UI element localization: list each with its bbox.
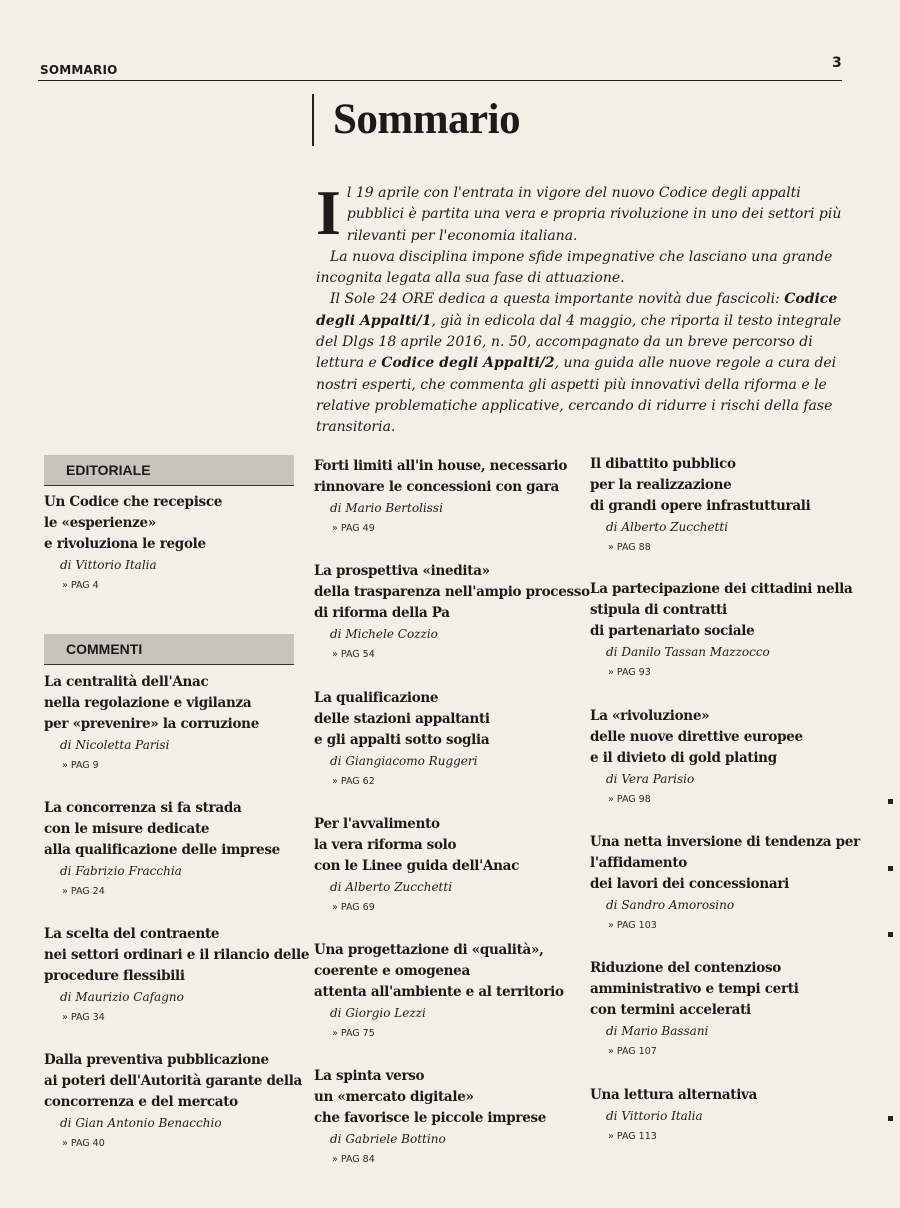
entry-title: La concorrenza si fa strada con le misure dedicate alla qualificazione delle imprese [44, 800, 280, 858]
section-rule [44, 485, 294, 486]
entry-title: La qualificazione delle stazioni appaltanti e gli appalti sotto soglia [314, 690, 490, 748]
entry-author: di Maurizio Cafagno [60, 990, 184, 1004]
toc-entry[interactable] [314, 1066, 594, 1167]
entry-page: » PAG 9 [62, 760, 99, 771]
entry-page: » PAG 34 [62, 1012, 105, 1023]
entry-author: di Alberto Zucchetti [330, 880, 453, 894]
entry-title: Dalla preventiva pubblicazione ai poteri dell'Autorità garante della concorrenza e del mercato [44, 1052, 302, 1110]
entry-page: » PAG 93 [608, 667, 651, 678]
drop-cap: I [316, 177, 341, 248]
entry-page: » PAG 69 [332, 902, 375, 913]
toc-entry[interactable] [314, 814, 594, 915]
entry-page: » PAG 103 [608, 920, 657, 931]
entry-author: di Mario Bassani [606, 1024, 709, 1038]
entry-title: La centralità dell'Anac nella regolazione e vigilanza per «prevenire» la corruzione [44, 674, 259, 732]
entry-author: di Gabriele Bottino [330, 1132, 446, 1146]
entry-author: di Vittorio Italia [60, 558, 157, 572]
entry-page: » PAG 107 [608, 1046, 657, 1057]
section-rule [44, 664, 294, 665]
entry-title: La scelta del contraente nei settori ordinari e il rilancio delle procedure flessibili [44, 926, 310, 984]
entry-title: Forti limiti all'in house, necessario rinnovare le concessioni con gara [314, 458, 568, 495]
entry-title: La «rivoluzione» delle nuove direttive europee e il divieto di gold plating [590, 708, 803, 766]
entry-page: » PAG 88 [608, 542, 651, 553]
entry-page: » PAG 24 [62, 886, 105, 897]
entry-title: Il dibattito pubblico per la realizzazione di grandi opere infrastutturali [590, 456, 811, 514]
entry-title: La partecipazione dei cittadini nella stipula di contratti di partenariato sociale [590, 581, 853, 639]
toc-entry[interactable] [44, 924, 324, 1025]
entry-author: di Giangiacomo Ruggeri [330, 754, 478, 768]
edge-marker [888, 1116, 893, 1121]
toc-entry[interactable] [590, 454, 870, 555]
intro-paragraph-1: Il 19 aprile con l'entrata in vigore del nuovo Codice degli appalti pubblici è partita una vera e propria rivoluzione in uno dei settori più rilevanti per l'economia italiana. [316, 177, 842, 248]
entry-title: Una progettazione di «qualità», coerente e omogenea attenta all'ambiente e al territorio [314, 942, 564, 1000]
entry-title: La spinta verso un «mercato digitale» che favorisce le piccole imprese [314, 1068, 547, 1126]
entry-page: » PAG 84 [332, 1154, 375, 1165]
entry-page: » PAG 98 [608, 794, 651, 805]
entry-page: » PAG 75 [332, 1028, 375, 1039]
entry-title: Riduzione del contenzioso amministrativo e tempi certi con termini accelerati [590, 960, 799, 1018]
entry-author: di Vera Parisio [606, 772, 695, 786]
entry-author: di Giorgio Lezzi [330, 1006, 426, 1020]
toc-entry[interactable] [590, 1085, 870, 1144]
entry-title: Un Codice che recepisce le «esperienze» e rivoluziona le regole [44, 494, 223, 552]
entry-title: Una lettura alternativa [590, 1087, 758, 1103]
entry-title: Per l'avvalimento la vera riforma solo con le Linee guida dell'Anac [314, 816, 520, 874]
section-header-editoriale: EDITORIALE [44, 455, 294, 485]
edge-marker [888, 866, 893, 871]
section-header-commenti: COMMENTI [44, 634, 294, 664]
toc-entry[interactable] [590, 958, 870, 1059]
intro-paragraph-3: Il Sole 24 ORE dedica a questa importante novità due fascicoli: Codice degli Appalti/1, già in edicola dal 4 maggio, che riporta il testo integrale del Dlgs 18 aprile 2016, n. 50, accompagnato da un breve percorso di lettura e Codice degli Appalti/2, una guida alle nuove regole a cura dei nostri esperti, che commenta gli aspetti più innovativi della riforma e le relative problematiche applicative, cercando di ridurre i rischi della fase transitoria. [316, 291, 842, 436]
toc-entry[interactable] [314, 456, 594, 536]
toc-entry[interactable] [44, 672, 324, 773]
entry-author: di Vittorio Italia [606, 1109, 703, 1123]
toc-entry[interactable] [314, 561, 594, 662]
toc-entry[interactable] [44, 1050, 324, 1151]
toc-entry[interactable] [44, 798, 324, 899]
entry-author: di Alberto Zucchetti [606, 520, 729, 534]
entry-page: » PAG 62 [332, 776, 375, 787]
entry-author: di Gian Antonio Benacchio [60, 1116, 222, 1130]
toc-entry[interactable] [590, 706, 870, 807]
edge-marker [888, 799, 893, 804]
page-title: Sommario [333, 96, 521, 143]
edge-marker [888, 932, 893, 937]
toc-entry[interactable] [44, 492, 324, 593]
toc-entry[interactable] [590, 579, 890, 680]
toc-entry[interactable] [314, 688, 594, 789]
entry-page: » PAG 40 [62, 1138, 105, 1149]
entry-title: Una netta inversione di tendenza per l'affidamento dei lavori dei concessionari [590, 834, 860, 892]
intro-paragraph-2: La nuova disciplina impone sfide impegnative che lasciano una grande incognita legata alla sua fase di attuazione. [316, 248, 833, 287]
entry-author: di Fabrizio Fracchia [60, 864, 182, 878]
entry-author: di Mario Bertolissi [330, 501, 443, 515]
entry-title: La prospettiva «inedita» della trasparenza nell'ampio processo di riforma della Pa [314, 563, 590, 621]
entry-author: di Nicoletta Parisi [60, 738, 170, 752]
entry-author: di Danilo Tassan Mazzocco [606, 645, 770, 659]
toc-entry[interactable] [314, 940, 594, 1041]
entry-page: » PAG 4 [62, 580, 99, 591]
entry-page: » PAG 49 [332, 523, 375, 534]
entry-author: di Michele Cozzio [330, 627, 438, 641]
entry-page: » PAG 113 [608, 1131, 657, 1142]
header-rule [38, 80, 842, 81]
toc-entry[interactable] [590, 832, 890, 933]
intro-text [316, 177, 848, 439]
header-page-number: 3 [832, 55, 842, 71]
header-section-label: SOMMARIO [40, 63, 118, 77]
entry-author: di Sandro Amorosino [606, 898, 735, 912]
title-bar [312, 94, 314, 146]
entry-page: » PAG 54 [332, 649, 375, 660]
